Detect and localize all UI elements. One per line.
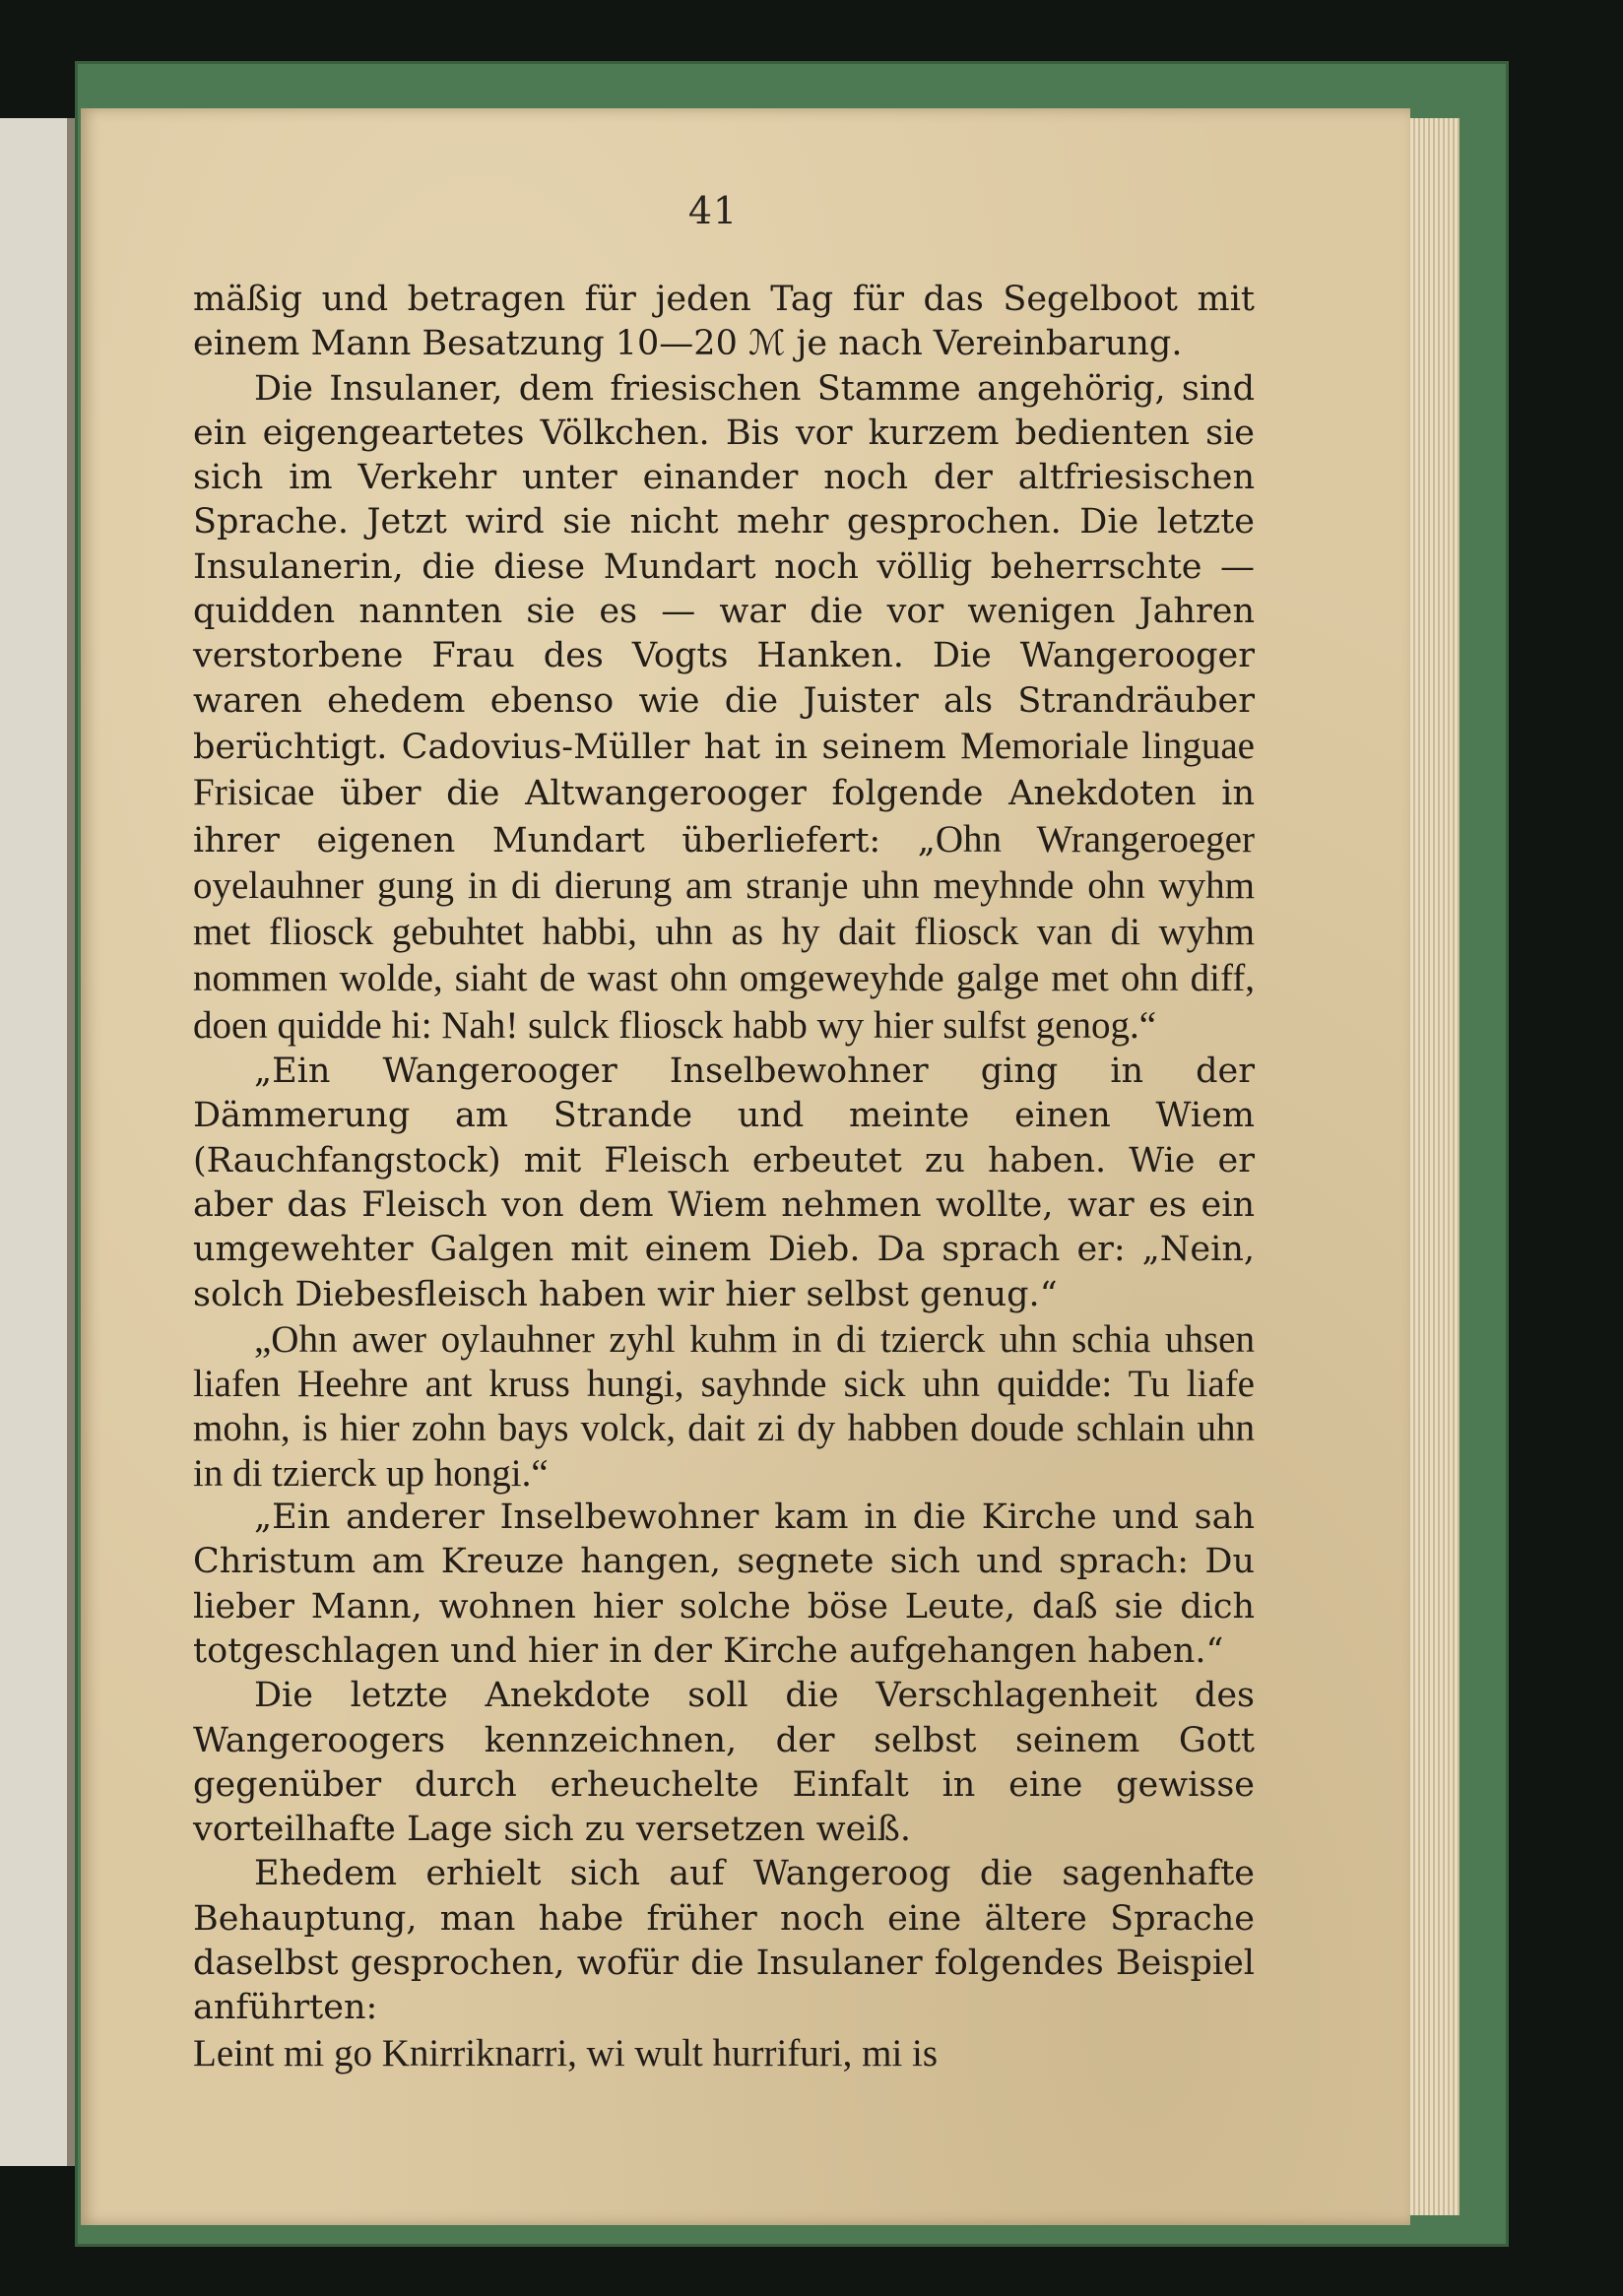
paragraph-text: Ehedem erhielt sich auf Wangeroog die sagenhafte Behauptung, man habe früher noch eine ältere Sprache daselbst gesprochen, wofür die Insulaner folgendes Beispiel anführten:	[193, 1854, 1255, 2028]
frisian-quote: „Ohn awer oylauhner zyhl kuhm in di tzierck uhn schia uhsen liafen Heehre ant kruss hungi, sayhnde sick uhn quidde: Tu liafe mohn, is hier zohn bays volck, dait zi dy habben doude schlain uhn in di tzierck up hongi.“	[193, 1317, 1255, 1495]
latin-title: Memoriale linguae Frisicae	[193, 724, 1255, 814]
frisian-quote: Ohn Wrangeroeger oyelauhner gung in di dierung am stranje uhn meyhnde ohn wyhm met fliosck gebuhtet habbi, uhn as hy dait fliosck van di wyhm nommen wolde, siaht de wast ohn omgeweyhde galge met ohn diff, doen quidde hi: Nah! sulck fliosck habb wy hier sulfst genog.“	[193, 817, 1255, 1047]
page-number: 41	[687, 189, 739, 232]
body-text	[193, 278, 1255, 2077]
paragraph-text: Die Insulaner, dem friesischen Stamme angehörig, sind ein eigengeartetes Völkchen. Bis vor kurzem bedienten sie sich im Verkehr unter einander noch der altfriesischen Sprache. Jetzt wird sie nicht mehr gesprochen. Die letzte Insulanerin, die diese Mundart noch völlig beherrschte — quidden nannten sie es — war die vor wenigen Jahren verstorbene Frau des Vogts Hanken. Die Wangerooger waren ehedem ebenso wie die Juister als Strandräuber berüchtigt. Cadovius-Müller hat in seinem	[193, 368, 1255, 767]
paragraph	[193, 367, 1255, 1050]
paragraph	[193, 1674, 1255, 1852]
frisian-quote: Leint mi go Knirriknarri, wi wult hurrifuri, mi is	[193, 2031, 939, 2074]
page-stack-edge	[1410, 118, 1460, 2215]
spine-shadow	[67, 118, 75, 2166]
paragraph-text: Die letzte Anekdote soll die Verschlagenheit des Wangeroogers kennzeichnen, der selbst seinem Gott gegenüber durch erheuchelte Einfalt in eine gewisse vorteilhafte Lage sich zu versetzen weiß.	[193, 1676, 1255, 1850]
paragraph	[193, 278, 1255, 367]
paragraph	[193, 2031, 1255, 2077]
paragraph	[193, 1496, 1255, 1674]
paragraph-text: mäßig und betragen für jeden Tag für das Segelboot mit einem Mann Besatzung 10—20 ℳ je nach Vereinbarung.	[193, 280, 1255, 364]
facing-page-edge	[0, 118, 74, 2166]
frisian-quote-paragraph	[193, 1317, 1255, 1496]
paragraph	[193, 1852, 1255, 2030]
paragraph-text: über die Altwangerooger folgende Anekdoten in ihrer eigenen Mundart überliefert: „	[193, 774, 1255, 861]
paragraph	[193, 1050, 1255, 1317]
paragraph-text: „Ein anderer Inselbewohner kam in die Kirche und sah Christum am Kreuze hangen, segnete sich und sprach: Du lieber Mann, wohnen hier solche böse Leute, daß sie dich totgeschlagen und hier in der Kirche aufgehangen haben.“	[193, 1498, 1255, 1671]
paragraph-text: „Ein Wangerooger Inselbewohner ging in der Dämmerung am Strande und meinte einen Wiem (Rauchfangstock) mit Fleisch erbeutet zu haben. Wie er aber das Fleisch von dem Wiem nehmen wollte, war es ein umgewehter Galgen mit einem Dieb. Da sprach er: „Nein, solch Diebesfleisch haben wir hier selbst genug.“	[193, 1052, 1255, 1314]
